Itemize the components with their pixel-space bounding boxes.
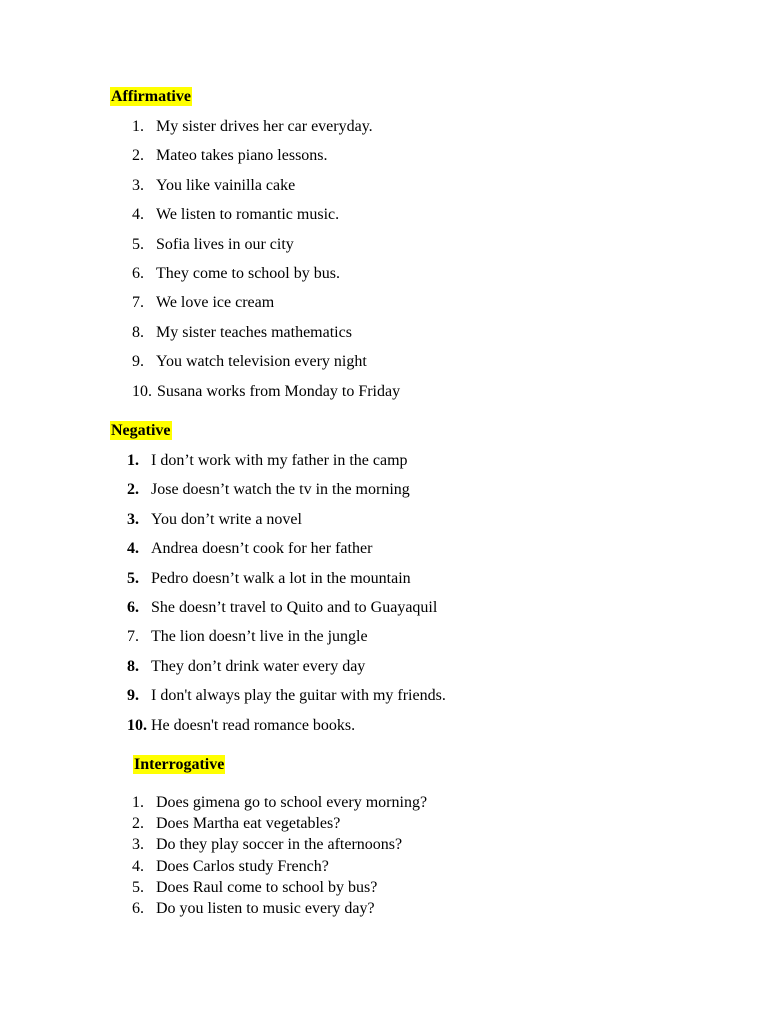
- list-text: Does gimena go to school every morning?: [156, 794, 428, 811]
- list-text: They come to school by bus.: [156, 265, 340, 282]
- list-number: 2.: [132, 147, 144, 165]
- list-text: Do you listen to music every day?: [156, 900, 375, 917]
- interrogative-heading: Interrogative: [134, 756, 225, 773]
- list-number: 6.: [132, 900, 144, 917]
- list-number: 5.: [132, 878, 144, 896]
- list-text: Does Martha eat vegetables?: [156, 815, 341, 833]
- list-number: 10.: [132, 382, 152, 400]
- list-number: 10.: [127, 716, 147, 734]
- list-number: 5.: [132, 235, 144, 253]
- negative-heading: Negative: [111, 422, 171, 439]
- list-text: Does Raul come to school by bus?: [156, 878, 378, 896]
- list-number: 2.: [127, 481, 139, 499]
- list-number: 3.: [127, 510, 139, 528]
- list-text: I don’t work with my father in the camp: [151, 452, 408, 469]
- list-number: 7.: [127, 628, 139, 646]
- list-text: We love ice cream: [156, 294, 275, 312]
- list-text: Mateo takes piano lessons.: [156, 147, 328, 165]
- list-text: Jose doesn’t watch the tv in the morning: [151, 481, 410, 499]
- affirmative-heading: Affirmative: [111, 88, 191, 105]
- list-text: You watch television every night: [156, 353, 367, 371]
- list-number: 1.: [132, 794, 144, 811]
- list-text: He doesn't read romance books.: [151, 716, 356, 734]
- list-number: 4.: [127, 540, 139, 558]
- list-text: You like vainilla cake: [156, 176, 296, 194]
- list-text: Do they play soccer in the afternoons?: [156, 836, 403, 854]
- list-number: 3.: [132, 836, 144, 854]
- list-number: 3.: [132, 176, 144, 194]
- list-number: 8.: [127, 657, 139, 675]
- list-text: She doesn’t travel to Quito and to Guayaquil: [151, 599, 438, 616]
- list-text: Susana works from Monday to Friday: [157, 382, 401, 400]
- list-text: Andrea doesn’t cook for her father: [151, 540, 373, 558]
- list-number: 5.: [127, 569, 139, 587]
- list-number: 2.: [132, 815, 144, 833]
- list-text: Does Carlos study French?: [156, 857, 329, 875]
- list-number: 8.: [132, 323, 144, 341]
- list-text: My sister teaches mathematics: [156, 323, 352, 341]
- list-number: 9.: [127, 687, 139, 705]
- list-text: I don't always play the guitar with my friends.: [151, 687, 446, 705]
- list-text: Pedro doesn’t walk a lot in the mountain: [151, 569, 411, 587]
- list-text: You don’t write a novel: [151, 510, 302, 528]
- list-text: We listen to romantic music.: [156, 206, 340, 224]
- list-number: 1.: [127, 452, 139, 469]
- list-number: 1.: [132, 118, 144, 135]
- list-text: My sister drives her car everyday.: [156, 118, 373, 135]
- list-number: 4.: [132, 206, 144, 224]
- list-number: 6.: [127, 599, 139, 616]
- list-number: 9.: [132, 353, 144, 371]
- list-number: 6.: [132, 265, 144, 282]
- list-text: The lion doesn’t live in the jungle: [151, 628, 368, 646]
- list-number: 4.: [132, 857, 144, 875]
- list-number: 7.: [132, 294, 144, 312]
- list-text: They don’t drink water every day: [151, 657, 366, 675]
- list-text: Sofia lives in our city: [156, 235, 294, 253]
